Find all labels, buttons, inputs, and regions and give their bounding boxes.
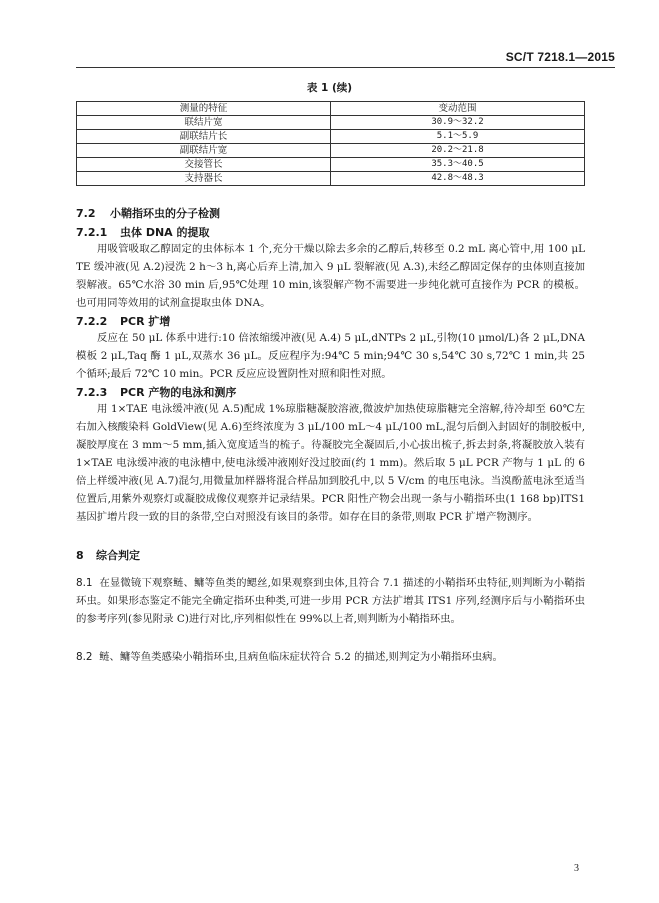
- page-number: 3: [574, 863, 579, 874]
- clause-number: 8.1: [76, 577, 93, 589]
- range-cell: 30.9～32.2: [331, 116, 585, 130]
- section-title: 小鞘指环虫的分子检测: [110, 207, 220, 220]
- table-row: [77, 158, 585, 172]
- feature-cell: 副联结片宽: [77, 144, 331, 158]
- section-heading-7-2: [76, 205, 220, 221]
- section-number: 8: [76, 549, 84, 562]
- feature-cell: 交接管长: [77, 158, 331, 172]
- column-header: 测量的特征: [77, 102, 331, 116]
- paragraph-7-2-2: 反应在 50 μL 体系中进行:10 倍浓缩缓冲液(见 A.4) 5 μL,dNTPs 2 μL,引物(10 μmol/L)各 2 μL,DNA 模板 2 μL,Taq 酶 1 μL,双蒸水 36 μL。反应程序为:94℃ 5 min;94℃ 30 s,54℃ 30 s,72℃ 1 min,共 25 个循环;最后 72℃ 10 min。PCR 反应应设置阴性对照和阳性对照。: [76, 332, 585, 380]
- section-title: 虫体 DNA 的提取: [120, 226, 210, 239]
- feature-cell: 联结片宽: [77, 116, 331, 130]
- section-title: PCR 扩增: [120, 315, 171, 328]
- paragraph-7-2-3: 用 1×TAE 电泳缓冲液(见 A.5)配成 1%琼脂糖凝胶溶液,微波炉加热使琼脂糖完全溶解,待冷却至 60℃左右加入核酸染料 GoldView(见 A.6)至终浓度为 3 μL/100 mL～4 μL/100 mL,混匀后倒入封固好的制胶板中,凝胶厚度在 3 mm～5 mm,插入宽度适当的梳子。待凝胶完全凝固后,小心拔出梳子,拆去封条,将凝胶放入装有 1×TAE 电泳缓冲液的电泳槽中,使电泳缓冲液刚好没过胶面(约 1 mm)。然后取 5 μL PCR 产物与 1 μL 的 6 倍上样缓冲液(见 A.7)混匀,用微量加样器将混合样品加到胶孔中,以 5 V/cm 的电压电泳。当溴酚蓝电泳至适当位置后,用紫外观察灯或凝胶成像仪观察并记录结果。PCR 阳性产物会出现一条与小鞘指环虫(1 168 bp)ITS1 基因扩增片段一致的目的条带,空白对照没有该目的条带。如存在目的条带,则取 PCR 扩增产物测序。: [76, 403, 585, 523]
- column-header: 变动范围: [331, 102, 585, 116]
- feature-cell: 支持器长: [77, 172, 331, 186]
- section-title: 综合判定: [96, 549, 140, 562]
- table-header-row: [77, 102, 585, 116]
- paragraph-8-2: [76, 648, 585, 666]
- clause-text: 在显微镜下观察鲢、鳙等鱼类的鳃丝,如果观察到虫体,且符合 7.1 描述的小鞘指环虫特征,则判断为小鞘指环虫。如果形态鉴定不能完全确定指环虫种类,可进一步用 PCR 方法扩增其 ITS1 序列,经测序后与小鞘指环虫的参考序列(参见附录 C)进行对比,序列相似性在 99%以上者,则判断为小鞘指环虫。: [76, 577, 585, 625]
- section-heading-7-2-3: [76, 384, 236, 400]
- section-number: 7.2.2: [76, 315, 108, 328]
- clause-text: 鲢、鳙等鱼类感染小鞘指环虫,且病鱼临床症状符合 5.2 的描述,则判定为小鞘指环虫病。: [99, 651, 503, 663]
- table-title: 表 1 (续): [306, 82, 353, 94]
- range-cell: 42.8～48.3: [331, 172, 585, 186]
- section-number: 7.2: [76, 207, 96, 220]
- feature-cell: 副联结片长: [77, 130, 331, 144]
- paragraph-8-1: [76, 574, 585, 628]
- table-row: [77, 144, 585, 158]
- clause-number: 8.2: [76, 651, 93, 663]
- table-row: [77, 130, 585, 144]
- measurement-table: [76, 101, 585, 186]
- section-number: 7.2.3: [76, 386, 108, 399]
- range-cell: 35.3～40.5: [331, 158, 585, 172]
- standard-code: SC/T 7218.1—2015: [505, 50, 615, 64]
- section-title: PCR 产物的电泳和测序: [120, 386, 237, 399]
- table-row: [77, 172, 585, 186]
- section-number: 7.2.1: [76, 226, 108, 239]
- header-rule: [76, 67, 615, 68]
- range-cell: 5.1～5.9: [331, 130, 585, 144]
- paragraph-7-2-1: 用吸管吸取乙醇固定的虫体标本 1 个,充分干燥以除去多余的乙醇后,转移至 0.2 mL 离心管中,用 100 μL TE 缓冲液(见 A.2)浸洗 2 h～3 h,离心后弃上清,加入 9 μL 裂解液(见 A.3),未经乙醇固定保存的虫体则直接加裂解液。65℃水浴 30 min 后,95℃处理 10 min,该裂解产物不需要进一步纯化就可直接作为 PCR 的模板。也可用同等效用的试剂盒提取虫体 DNA。: [76, 243, 585, 309]
- table-row: [77, 116, 585, 130]
- range-cell: 20.2～21.8: [331, 144, 585, 158]
- section-heading-7-2-1: [76, 224, 210, 240]
- section-heading-7-2-2: [76, 313, 170, 329]
- section-heading-8: [76, 547, 140, 563]
